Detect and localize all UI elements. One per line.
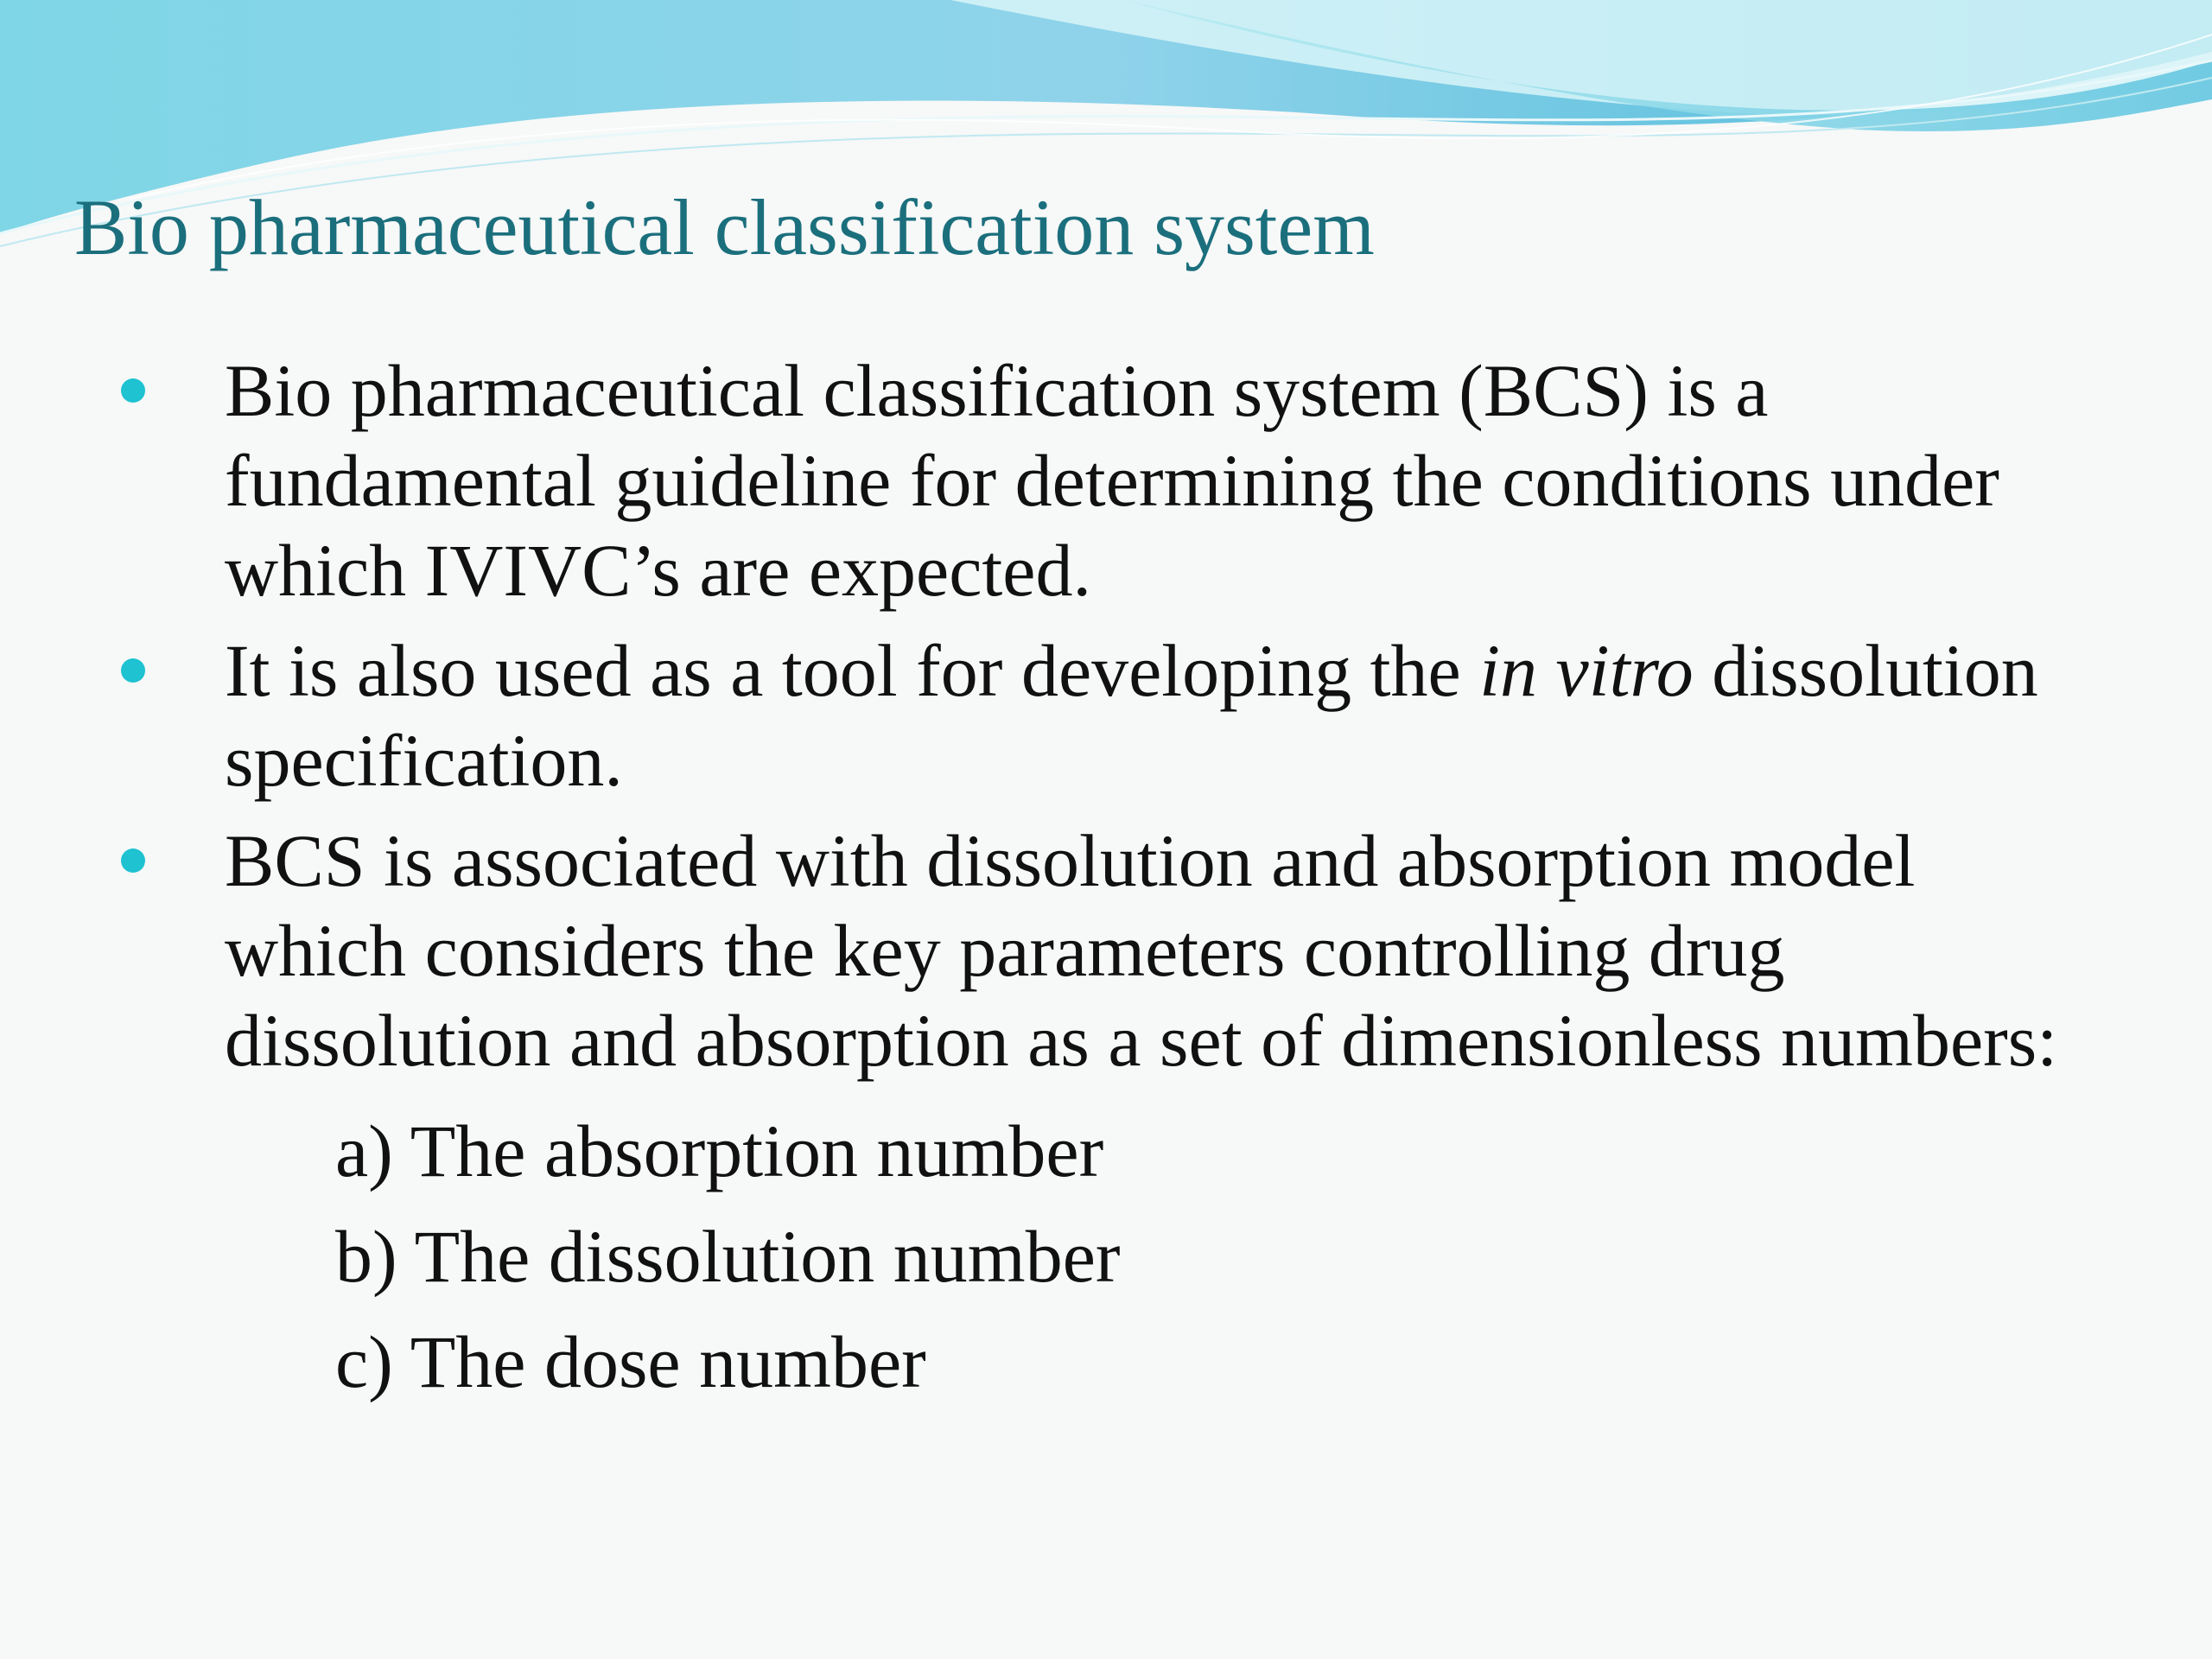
bullet-item	[112, 346, 2100, 615]
bullet-text-before: It is also used as a tool for developing the	[225, 629, 1480, 712]
bullet-icon	[121, 849, 145, 873]
bullet-text: BCS is associated with dissolution and absorption model which considers the key parameters controlling drug dissolution and absorption as a set of dimensionless numbers:	[225, 819, 2058, 1082]
bullet-icon	[121, 378, 145, 403]
sub-item: a) The absorption number	[335, 1109, 1104, 1192]
bullet-text-italic: in vitro	[1479, 629, 1694, 712]
sub-item: c) The dose number	[335, 1320, 926, 1403]
sub-item: b) The dissolution number	[335, 1215, 1121, 1298]
slide-title: Bio pharmaceutical classification system	[74, 183, 1375, 271]
bullet-icon	[121, 658, 145, 683]
bullet-item	[112, 626, 2100, 805]
bullet-text-after: dissolution specification.	[225, 629, 2038, 802]
bullet-list	[112, 346, 2100, 1096]
bullet-text: Bio pharmaceutical classification system (BCS) is a fundamental guideline for determining the conditions under which IVIVC’s are expected.	[225, 349, 1999, 612]
sub-list	[335, 1106, 1121, 1422]
bullet-item	[112, 816, 2100, 1085]
